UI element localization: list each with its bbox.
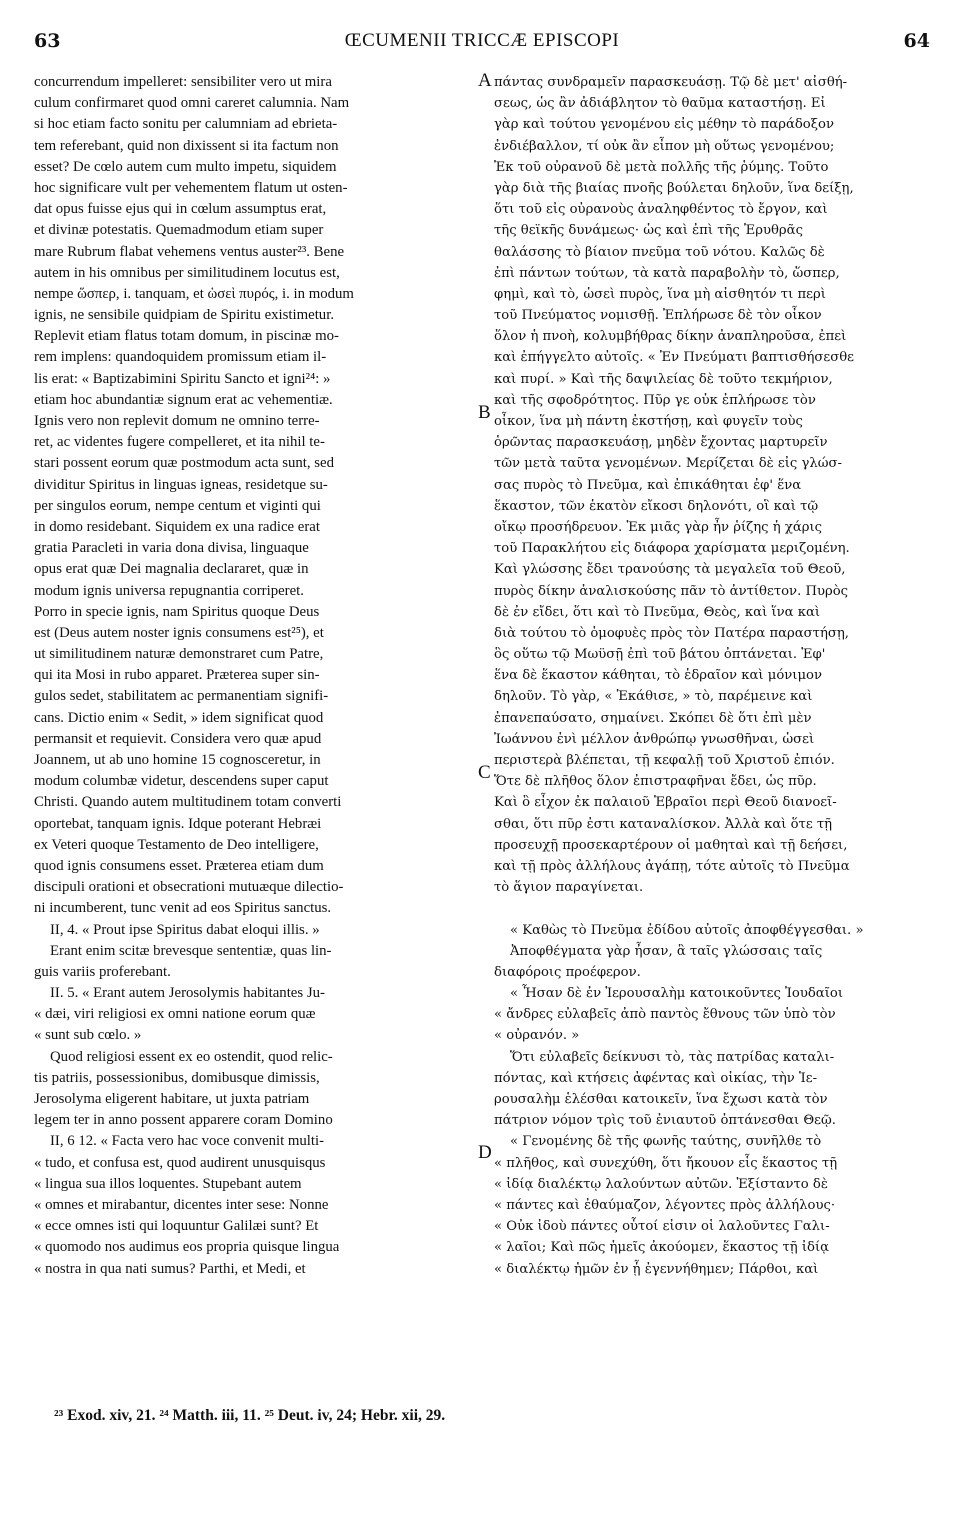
text-line: « ἄνδρες εὐλαβεῖς ἀπὸ παντὸς ἔθνους τῶν ὑπὸ τὸν (494, 1007, 836, 1023)
text-line: Joannem, ut ab uno homine 15 cognosceretur, in (34, 752, 321, 768)
text-line: II. 5. « Erant autem Jerosolymis habitantes Ju- (50, 985, 325, 1002)
text-line: ἕκαστον, τῶν ἑκατὸν εἴκοσι δηλονότι, οἳ καὶ τῷ (494, 498, 819, 514)
text-line: Porro in specie ignis, nam Spiritus quoque Deus (34, 603, 320, 620)
text-line: Quod religiosi essent ex eo ostendit, quod relic- (50, 1048, 333, 1065)
text-line: II, 4. « Prout ipse Spiritus dabat eloqui illis. » (50, 921, 320, 938)
text-line: culum confirmaret quod omni careret calumnia. Nam (34, 95, 350, 112)
text-line: « λαῖοι; Καὶ πῶς ἡμεῖς ἀκούομεν, ἕκαστος τῇ ἰδίᾳ (494, 1240, 830, 1256)
margin-marker-c: C (478, 762, 491, 783)
text-line: θαλάσσης τὸ βίαιον πνεῦμα τοῦ νότου. Καλῶς δὲ (494, 244, 825, 260)
text-line: Καὶ ὃ εἶχον ἐκ παλαιοῦ Ἑβραῖοι περὶ Θεοῦ διανοεῖ- (494, 795, 837, 811)
text-line: esset? De cœlo autem cum multo impetu, siquidem (34, 158, 337, 175)
text-line: et divinæ potestatis. Quemadmodum etiam super (34, 222, 324, 239)
text-line: « sunt sub cœlo. » (34, 1027, 142, 1044)
text-line: ex Veteri quoque Testamento de Deo intelligere, (34, 836, 319, 853)
text-line: guis variis proferebant. (34, 963, 171, 980)
text-line: ret, ac videntes fugere compelleret, et ita nihil te- (34, 434, 325, 451)
text-line: « ecce omnes isti qui loquuntur Galilæi sunt? Et (34, 1218, 319, 1235)
text-line: « lingua sua illos loquentes. Stupebant autem (34, 1175, 302, 1192)
text-line: τῶν μετὰ ταῦτα γενομένων. Μερίζεται δὲ εἰς γλώσ- (494, 456, 842, 472)
text-line: per singulos eorum, nempe centum et viginti qui (34, 497, 321, 514)
text-line: ρουσαλὴμ ἑλέσθαι κατοικεῖν, ἵνα ἔχωσι κατὰ τὸν (494, 1092, 828, 1107)
text-line: τοῦ Πνεύματος νομισθῇ. Ἐπλήρωσε δὲ τὸν οἶκον (494, 308, 822, 324)
text-line: ὁρῶντας παρασκευάσῃ, μηδὲν ἔχοντας μαρτυρεῖν (494, 435, 828, 451)
running-title: ŒCUMENII TRICCÆ EPISCOPI (344, 30, 620, 51)
text-line: modum ignis universa repugnantia corriperet. (34, 582, 304, 599)
text-line: « πλῆθος, καὶ συνεχύθη, ὅτι ἤκουον εἷς ἕκαστος τῇ (494, 1155, 838, 1171)
text-line: « quomodo nos audimus eos propria quisque lingua (34, 1239, 340, 1256)
text-line: « Οὐκ ἰδοὺ πάντες οὗτοί εἰσιν οἱ λαλοῦντες Γαλι- (494, 1219, 830, 1235)
text-line: Ὅτι εὐλαβεῖς δείκνυσι τὸ, τὰς πατρίδας καταλι- (510, 1049, 835, 1065)
text-line: περιστερὰ βλέπεται, τῇ κεφαλῇ τοῦ Χριστοῦ ἐπιόν. (494, 753, 835, 768)
text-line: cans. Dictio enim « Sedit, » idem significat quod (34, 709, 324, 726)
text-line: ni incumberent, tunc venit ad eos Spiritus sanctus. (34, 900, 332, 917)
text-line: « Γενομένης δὲ τῆς φωνῆς ταύτης, συνῆλθε τὸ (510, 1134, 822, 1150)
text-line: τοῦ Παρακλήτου εἰς διάφορα χαρίσματα μεριζομένη. (494, 541, 850, 557)
text-line: καὶ τῆς σφοδρότητος. Πῦρ γε οὐκ ἐπλήρωσε τὸν (494, 392, 816, 408)
text-line: dat opus fuisse ejus qui in cœlum assumptus erat, (34, 201, 327, 218)
text-line: Ἐκ τοῦ οὐρανοῦ δὲ μετὰ πολλῆς τῆς ῥύμης. Τοῦτο (494, 159, 829, 175)
text-line: ἐνδιέβαλλον, τί οὐκ ἂν εἶπον μὴ οὕτως γενομένου; (494, 138, 835, 154)
page-header (34, 30, 930, 54)
text-line: « omnes et mirabantur, dicentes inter sese: Nonne (34, 1196, 329, 1213)
text-line: Ἰωάννου ἐνὶ μέλλον ἀνθρώπῳ γνωσθῆναι, ὡσεὶ (494, 731, 815, 747)
text-line: καὶ ἐπήγγελτο αὐτοῖς. « Ἐν Πνεύματι βαπτισθήσεσθε (494, 350, 854, 366)
text-line: in domo residebant. Siquidem ex una radice erat (34, 518, 320, 535)
text-line: concurrendum impelleret: sensibiliter vero ut mira (34, 74, 332, 90)
text-line: si hoc etiam facto sonitu per calumniam ad ebrieta- (34, 116, 338, 133)
text-line: ἐπανεπαύσατο, σημαίνει. Σκόπει δὲ ὅτι ἐπὶ μὲν (494, 710, 812, 726)
text-line: διὰ τούτου τὸ ὁμοφυὲς πρὸς τὸν Πατέρα παραστήσῃ, (494, 625, 849, 641)
text-line: ὅτι τοῦ εἰς οὐρανοὺς ἀναληφθέντος τὸ ἔργον, καὶ (494, 202, 828, 218)
text-line: Christi. Quando autem multitudinem totam converti (34, 794, 342, 811)
text-line: « Καθὼς τὸ Πνεῦμα ἐδίδου αὐτοῖς ἀποφθέγγεσθαι. » (510, 922, 864, 938)
text-line: ignis, ne sensibile quidpiam de Spiritu existimetur. (34, 307, 335, 324)
text-line: « dæi, viri religiosi ex omni natione eorum quæ (34, 1006, 316, 1023)
text-line: permansit et requievit. Considera vero quæ apud (34, 730, 322, 747)
text-line: πάτριον νόμον τρὶς τοῦ ἐνιαυτοῦ ὀπτάνεσθαι Θεῷ. (494, 1113, 836, 1129)
text-line: Replevit etiam flatus totam domum, in piscinæ mo- (34, 328, 339, 345)
text-line: πυρὸς δίκην ἀναλισκούσης πᾶν τὸ ἀντίθετον. Πυρὸς (494, 583, 849, 599)
text-line: nempe ὥσπερ, i. tanquam, et ὡσεὶ πυρός, i. in modum (34, 285, 354, 302)
text-line: σεως, ὡς ἂν ἀδιάβλητον τὸ θαῦμα καταστήσῃ. Εἰ (494, 96, 826, 112)
page-number-left: 63 (34, 30, 61, 52)
margin-marker-a: A (478, 70, 492, 91)
text-line: « tudo, et confusa est, quod audirent unusquisqus (34, 1154, 326, 1171)
text-line: legem ter in anno possent apparere coram Domino (34, 1112, 333, 1129)
latin-column (34, 72, 474, 1280)
text-line: quod ignis consumens esset. Præterea etiam dum (34, 857, 324, 874)
text-line: Ἀποφθέγματα γὰρ ἦσαν, ἃ ταῖς γλώσσαις ταῖς (510, 943, 823, 959)
text-line: modum columbæ videtur, descendens super caput (34, 773, 329, 790)
text-line: tis patriis, possessionibus, domibusque dimissis, (34, 1069, 320, 1086)
text-line: « διαλέκτῳ ἡμῶν ἐν ᾗ ἐγεννήθημεν; Πάρθοι, καὶ (494, 1261, 819, 1277)
margin-marker-b: B (478, 402, 491, 423)
text-line: τὸ ἅγιον παραγίνεται. (494, 880, 644, 896)
text-line: γὰρ καὶ τούτου γενομένου εἰς μέθην τὸ παράδοξον (494, 117, 834, 133)
text-line: γὰρ διὰ τῆς βιαίας πνοῆς βούλεται δηλοῦν, ἵνα δείξῃ, (494, 180, 854, 196)
text-line (494, 898, 932, 919)
text-line: δὲ ἐν εἴδει, ὅτι καὶ τὸ Πνεῦμα, Θεὸς, καὶ ἵνα καὶ (494, 604, 821, 620)
text-line: καὶ πυρί. » Καὶ τῆς δαψιλείας δὲ τοῦτο τεκμήριον, (494, 371, 833, 387)
text-line: πάντας συνδραμεῖν παρασκευάσῃ. Τῷ δὲ μετ' αἰσθή- (494, 75, 848, 90)
text-line: etiam hoc abundantiæ signum erat ac vehementiæ. (34, 391, 333, 408)
text-line: Ignis vero non replevit domum ne omnino terre- (34, 413, 320, 429)
text-line: gratia Paracleti in varia dona divisa, linguaque (34, 540, 309, 557)
text-line: gulos sedet, stabilitatem ac permanentiam signifi- (34, 688, 329, 705)
text-line: καὶ τῇ πρὸς ἀλλήλους ἀγάπῃ, τότε αὐτοῖς τὸ Πνεῦμα (494, 858, 850, 874)
text-line: tem referebant, quid non dixissent si ita factum non (34, 137, 339, 154)
text-line: σας πυρὸς τὸ Πνεῦμα, καὶ ἐπικάθηται ἐφ' ἕνα (494, 477, 802, 493)
text-line: hoc significare vult per vehementem flatum ut osten- (34, 179, 348, 196)
text-line: δηλοῦν. Τὸ γὰρ, « Ἐκάθισε, » τὸ, παρέμεινε καὶ (494, 689, 813, 705)
text-line: rem implens: quandoquidem promissum etiam il- (34, 349, 327, 366)
text-line: qui ita Mosi in rubo apparet. Præterea super sin- (34, 667, 320, 684)
text-line: lis erat: « Baptizabimini Spiritu Sancto et igni²⁴: » (34, 370, 331, 387)
text-line: Erant enim scitæ brevesque sententiæ, quas lin- (50, 942, 332, 959)
text-line: oportebat, tanquam ignis. Idque poterant Hebræi (34, 815, 322, 832)
text-line: « οὐρανόν. » (494, 1028, 580, 1044)
text-line: dividitur Spiritus in linguas igneas, residetque su- (34, 476, 328, 493)
text-line: « nostra in qua nati sumus? Parthi, et Medi, et (34, 1260, 306, 1277)
text-line: « Ἦσαν δὲ ἐν Ἱερουσαλὴμ κατοικοῦντες Ἰουδαῖοι (510, 986, 843, 1002)
text-line: οἶκον, ἵνα μὴ πάντη ἐκστήσῃ, καὶ φυγεῖν τοὺς (494, 414, 803, 429)
text-line: Καὶ γλώσσης ἔδει τρανούσης τὰ μεγαλεῖα τοῦ Θεοῦ, (494, 562, 846, 578)
text-line: τῆς θεϊκῆς δυνάμεως· ὡς καὶ ἐπὶ τῆς Ἐρυθρᾶς (494, 223, 803, 239)
text-line: ut similitudinem naturæ demonstraret cum Patre, (34, 646, 324, 663)
text-line: ἐπὶ πάντων τούτων, τὰ κατὰ παραβολὴν τὸ, ὥσπερ, (494, 265, 840, 281)
text-line: Jerosolyma eligerent habitare, ut juxta patriam (34, 1091, 310, 1107)
greek-column (494, 72, 932, 1280)
page-number-right: 64 (903, 30, 930, 52)
text-line: Ὅτε δὲ πλῆθος ὅλον ἐπιστραφῆναι ἔδει, ὡς πῦρ. (494, 774, 817, 790)
text-line: « ἰδίᾳ διαλέκτῳ λαλούντων αὐτῶν. Ἐξίσταντο δὲ (494, 1176, 828, 1192)
text-line: ἕνα δὲ ἕκαστον κάθηται, τὸ ἑδραῖον καὶ μόνιμον (494, 668, 822, 684)
text-line: discipuli orationi et obsecrationi mutuæque dilectio- (34, 879, 344, 896)
text-line: opus erat quæ Dei magnalia declararet, quæ in (34, 561, 309, 578)
text-line: ὅλον ἡ πνοὴ, κολυμβήθρας δίκην ἀναπληροῦσα, ἐπεὶ (494, 329, 847, 345)
text-line: ὃς οὕτω τῷ Μωϋσῇ ἐπὶ τοῦ βάτου ὀπτάνεται. Ἐφ' (494, 647, 826, 663)
text-line: stari possent eorum quæ postmodum acta sunt, sed (34, 455, 335, 472)
text-line: « πάντες καὶ ἐθαύμαζον, λέγοντες πρὸς ἀλλήλους· (494, 1197, 836, 1213)
text-line: σθαι, ὅτι πῦρ ἐστι καταναλίσκον. Ἀλλὰ καὶ ὅτε τῇ (494, 816, 833, 832)
text-line: διαφόροις προέφερον. (494, 964, 641, 980)
footnotes: ²³ Exod. xiv, 21. ²⁴ Matth. iii, 11. ²⁵ Deut. iv, 24; Hebr. xii, 29. (54, 1407, 446, 1424)
text-line: προσευχῇ προσεκαρτέρουν οἱ μαθηταὶ καὶ τῇ δεήσει, (494, 837, 848, 853)
text-line: autem in his omnibus per similitudinem locutus est, (34, 264, 340, 281)
text-line: πόντας, καὶ κτήσεις ἀφέντας καὶ οἰκίας, τὴν Ἱε- (494, 1070, 818, 1086)
text-line: φημὶ, καὶ τὸ, ὡσεὶ πυρὸς, ἵνα μὴ αἰσθητόν τι περὶ (494, 286, 826, 302)
text-line: mare Rubrum flabat vehemens ventus auster²³. Bene (34, 243, 345, 260)
margin-marker-d: D (478, 1142, 492, 1163)
text-line: οἴκῳ προσήδρευον. Ἐκ μιᾶς γὰρ ἦν ῥίζης ἡ χάρις (494, 519, 823, 535)
text-line: II, 6 12. « Facta vero hac voce convenit multi- (50, 1133, 325, 1150)
text-line: est (Deus autem noster ignis consumens est²⁵), et (34, 624, 324, 641)
